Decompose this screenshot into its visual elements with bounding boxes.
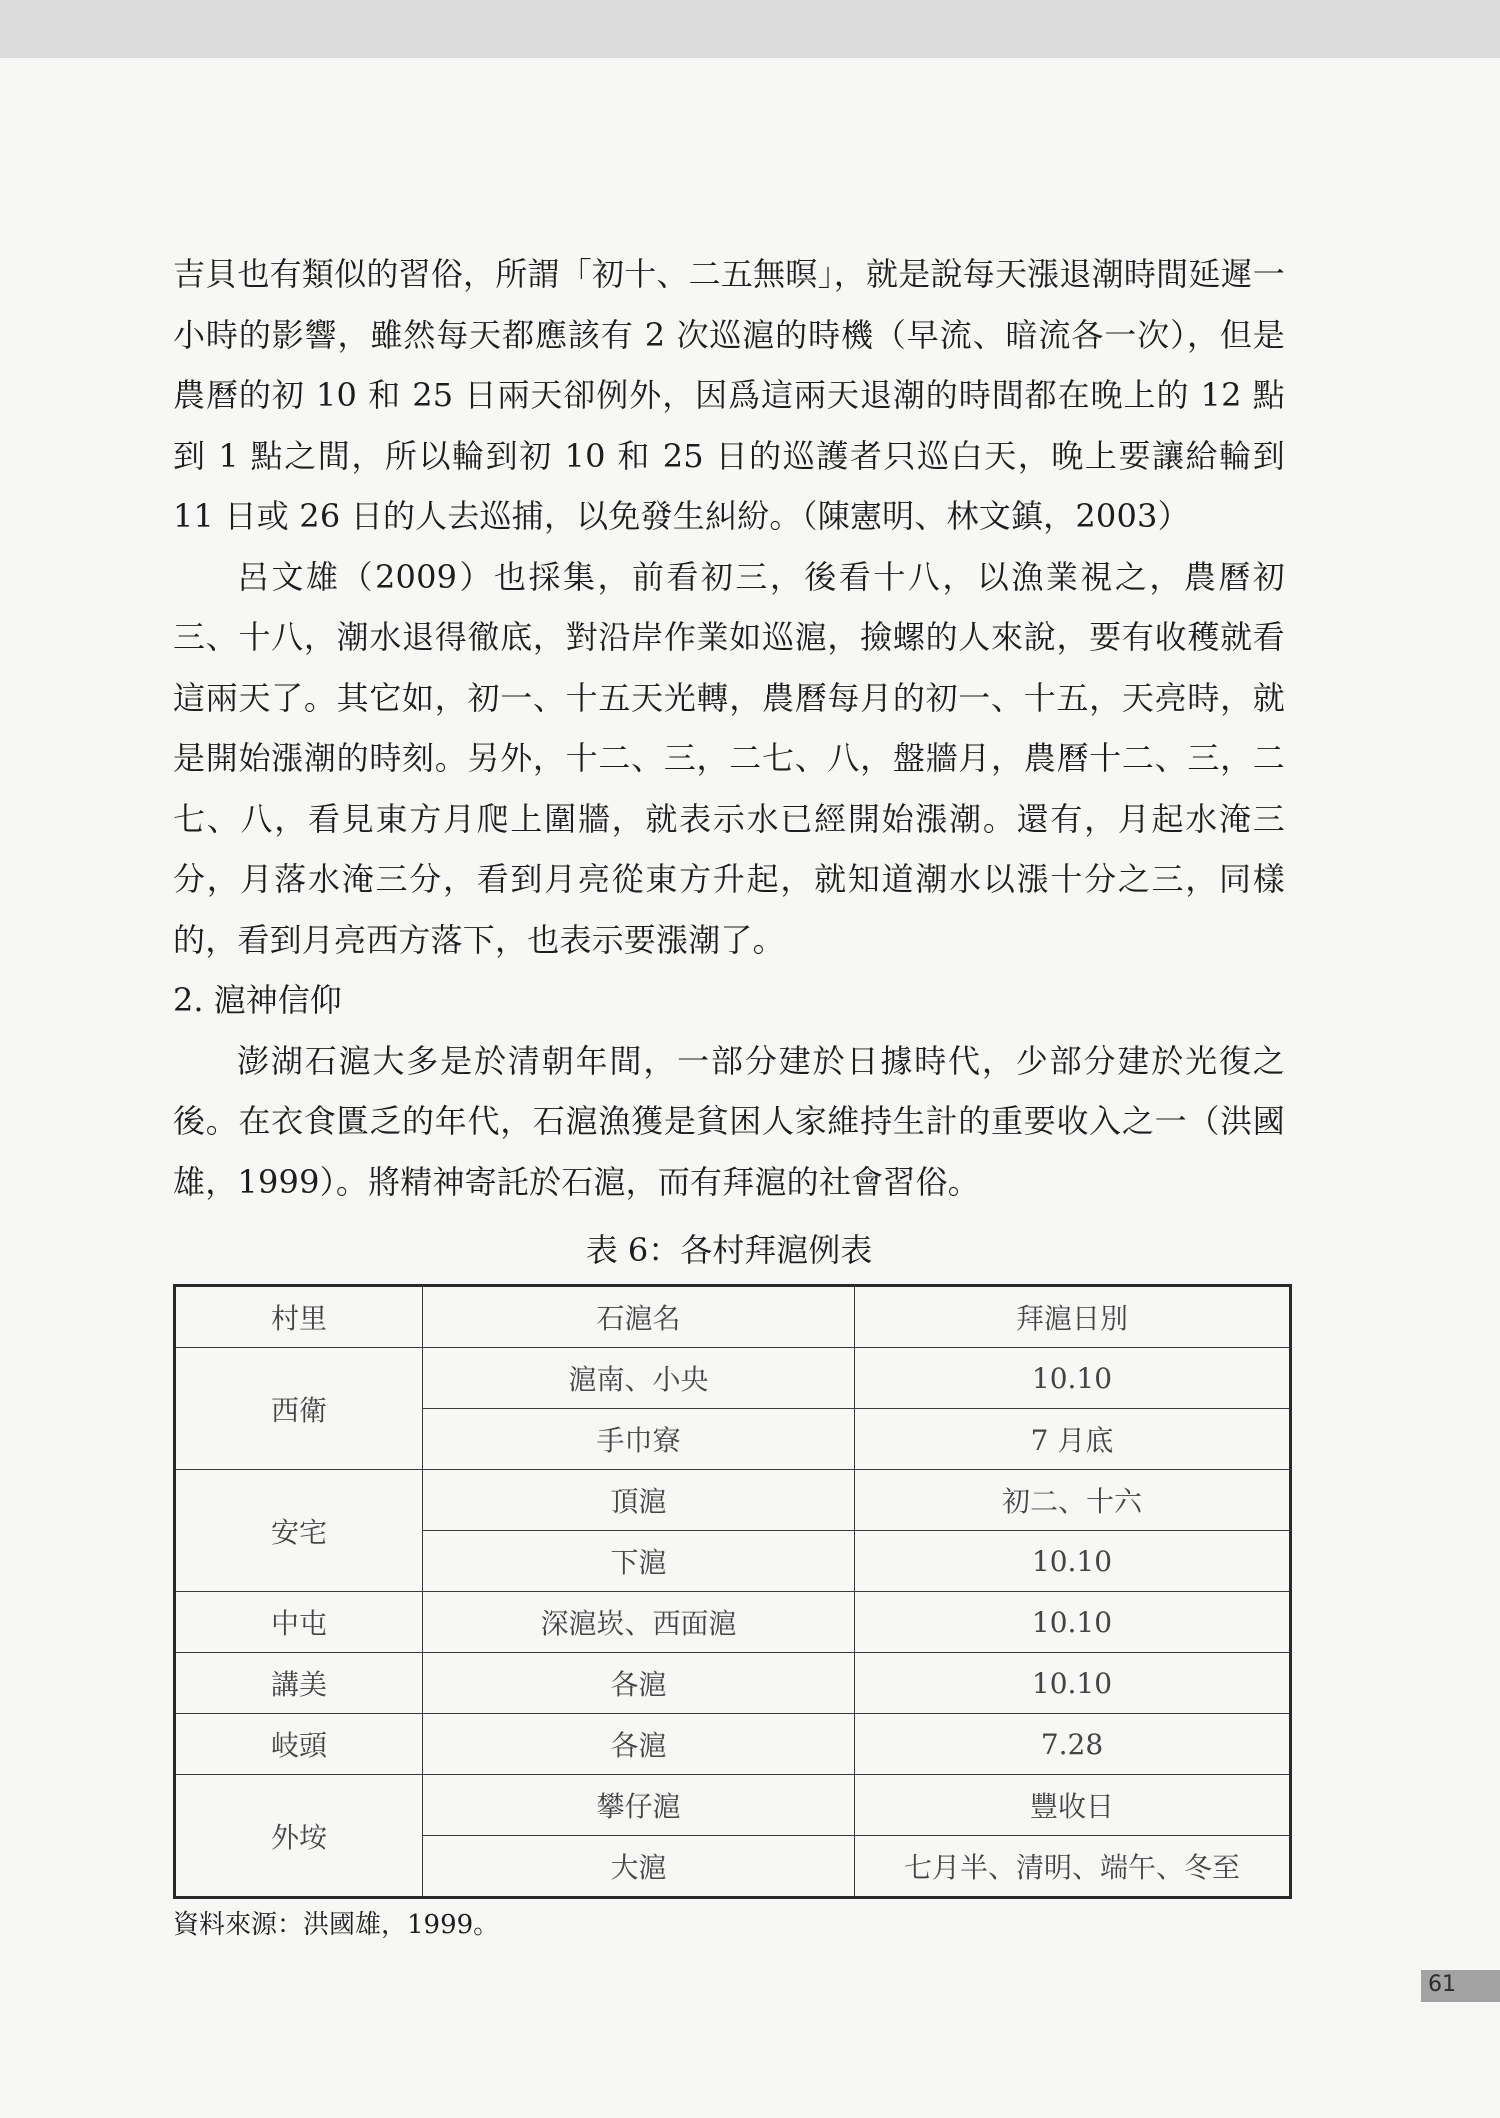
village-cell: 外垵 [175,1775,423,1898]
weir-name-cell: 各滬 [423,1714,855,1775]
table-row [175,1470,1291,1531]
date-cell: 10.10 [855,1531,1291,1592]
date-cell: 七月半、清明、端午、冬至 [855,1836,1291,1898]
page-content [173,244,1285,1945]
table-caption: 表 6：各村拜滬例表 [585,1231,873,1269]
table-row [175,1714,1291,1775]
table-row [175,1592,1291,1653]
paragraph-1: 吉貝也有類似的習俗，所謂「初十、二五無暝」，就是說每天漲退潮時間延遲一小時的影響，雖然每天都應該有 2 次巡滬的時機（早流、暗流各一次），但是農曆的初 10 和 25 日兩天卻例外，因爲這兩天退潮的時間都在晚上的 12 點到 1 點之間，所以輪到初 10 和 25 日的巡護者只巡白天，晚上要讓給輪到 11 日或 26 日的人去巡捕，以免發生糾紛。（陳憲明、林文鎮，2003） [173,255,1285,535]
table-source-note: 資料來源：洪國雄，1999。 [173,1910,500,1940]
date-cell: 初二、十六 [855,1470,1291,1531]
paragraph-2: 呂文雄（2009）也採集，前看初三，後看十八，以漁業視之，農曆初三、十八，潮水退得徹底，對沿岸作業如巡滬，撿螺的人來說，要有收穫就看這兩天了。其它如，初一、十五天光轉，農曆每月的初一、十五，天亮時，就是開始漲潮的時刻。另外，十二、三，二七、八，盤牆月，農曆十二、三，二七、八，看見東方月爬上圍牆，就表示水已經開始漲潮。還有，月起水淹三分，月落水淹三分，看到月亮從東方升起，就知道潮水以漲十分之三，同樣的，看到月亮西方落下，也表示要漲潮了。 [173,557,1285,959]
paragraph-3: 澎湖石滬大多是於清朝年間，一部分建於日據時代，少部分建於光復之後。在衣食匱乏的年代，石滬漁獲是貧困人家維持生計的重要收入之一（洪國雄，1999）。將精神寄託於石滬，而有拜滬的社會習俗。 [173,1041,1285,1201]
worship-table [173,1284,1292,1899]
header-worship-date: 拜滬日別 [855,1286,1291,1348]
date-cell: 豐收日 [855,1775,1291,1836]
weir-name-cell: 大滬 [423,1836,855,1898]
page-number: 61 [1428,1972,1456,1997]
table-row [175,1348,1291,1409]
village-cell: 講美 [175,1653,423,1714]
weir-name-cell: 攀仔滬 [423,1775,855,1836]
weir-name-cell: 深滬崁、西面滬 [423,1592,855,1653]
table-header-row [175,1286,1291,1348]
date-cell: 10.10 [855,1653,1291,1714]
weir-name-cell: 手巾寮 [423,1409,855,1470]
table-row [175,1775,1291,1836]
village-cell: 西衛 [175,1348,423,1470]
date-cell: 7.28 [855,1714,1291,1775]
date-cell: 10.10 [855,1348,1291,1409]
header-village: 村里 [175,1286,423,1348]
village-cell: 中屯 [175,1592,423,1653]
table-row [175,1653,1291,1714]
date-cell: 10.10 [855,1592,1291,1653]
date-cell: 7 月底 [855,1409,1291,1470]
weir-name-cell: 滬南、小央 [423,1348,855,1409]
village-cell: 安宅 [175,1470,423,1592]
header-weir-name: 石滬名 [423,1286,855,1348]
weir-name-cell: 各滬 [423,1653,855,1714]
village-cell: 岐頭 [175,1714,423,1775]
section-heading: 2. 滬神信仰 [173,981,342,1019]
weir-name-cell: 下滬 [423,1531,855,1592]
weir-name-cell: 頂滬 [423,1470,855,1531]
scan-top-band [0,0,1500,58]
